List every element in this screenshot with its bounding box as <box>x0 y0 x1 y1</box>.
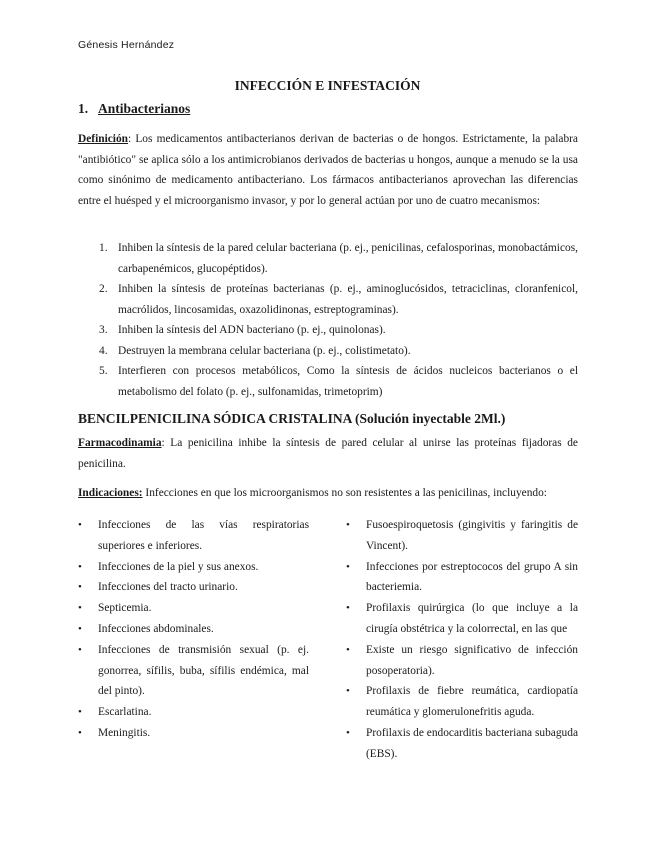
bullet-icon: • <box>78 726 82 739</box>
pharmacodynamics-text: : La penicilina inhibe la síntesis de pared celular al unirse las proteínas fijadoras de penicilina. <box>78 437 578 470</box>
list-item-text: Infecciones del tracto urinario. <box>98 581 238 594</box>
list-item <box>78 640 309 702</box>
list-item <box>78 361 578 402</box>
list-number: 5. <box>99 365 108 377</box>
list-item <box>78 702 309 723</box>
indications-list-right <box>346 515 578 765</box>
bullet-icon: • <box>78 602 82 615</box>
list-item <box>78 598 309 619</box>
list-item <box>78 279 578 320</box>
list-item-text: Infecciones abdominales. <box>98 622 214 635</box>
section-title: Antibacterianos <box>98 101 191 116</box>
list-item-text: Septicemia. <box>98 602 152 615</box>
mechanisms-list <box>78 238 578 402</box>
list-item-text: Profilaxis quirúrgica (lo que incluye a la cirugía obstétrica y la colorrectal, en las que <box>366 602 578 635</box>
bullet-icon: • <box>78 643 82 656</box>
list-item-text: Destruyen la membrana celular bacteriana (p. ej., colistimetato). <box>118 344 411 357</box>
list-number: 1. <box>99 242 108 254</box>
list-item-text: Inhiben la síntesis del ADN bacteriano (p. ej., quinolonas). <box>118 324 386 336</box>
list-item-text: Inhiben la síntesis de proteínas bacterianas (p. ej., aminoglucósidos, tetraciclinas, cloranfenicol, macrólidos, lincosamidas, oxazolidinonas, estreptograminas). <box>118 283 578 316</box>
bullet-icon: • <box>346 560 350 573</box>
list-number: 3. <box>99 324 108 336</box>
list-item-text: Fusoespiroquetosis (gingivitis y faringitis de Vincent). <box>366 519 578 552</box>
section-heading <box>78 101 190 117</box>
indications-label: Indicaciones: <box>78 487 143 499</box>
pharmacodynamics-label: Farmacodinamia <box>78 437 162 449</box>
bullet-icon: • <box>346 726 350 739</box>
list-item-text: Profilaxis de fiebre reumática, cardiopatía reumática y glomerulonefritis aguda. <box>366 685 578 719</box>
list-item-text: Interfieren con procesos metabólicos, Como la síntesis de ácidos nucleicos bacterianos o el metabolismo del folato (p. ej., sulfonamidas, trimetoprim) <box>118 365 578 398</box>
list-item-text: Escarlatina. <box>98 706 152 719</box>
bullet-icon: • <box>78 560 82 573</box>
list-number: 2. <box>99 283 108 295</box>
list-item <box>78 320 578 341</box>
list-item <box>78 341 578 362</box>
indications-text: Infecciones en que los microorganismos no son resistentes a las penicilinas, incluyendo: <box>142 487 547 499</box>
bullet-icon: • <box>346 519 350 531</box>
list-item <box>346 640 578 682</box>
list-item-text: Infecciones de transmisión sexual (p. ej. gonorrea, sífilis, buba, sífilis endémica, mal del pinto). <box>98 643 309 698</box>
list-item <box>346 557 578 599</box>
list-item-text: Profilaxis de endocarditis bacteriana subaguda (EBS). <box>366 726 578 760</box>
list-item-text: Infecciones de las vías respiratorias superiores e inferiores. <box>98 519 309 552</box>
list-item <box>78 577 309 598</box>
list-item <box>78 238 578 279</box>
indications-list-left <box>78 515 309 744</box>
list-item <box>78 557 309 578</box>
bullet-icon: • <box>346 685 350 698</box>
list-item <box>346 681 578 723</box>
definition-label: Definición <box>78 133 128 145</box>
document-title: INFECCIÓN E INFESTACIÓN <box>234 78 421 93</box>
list-item-text: Existe un riesgo significativo de infección posoperatoria). <box>366 643 578 677</box>
list-number: 4. <box>99 344 108 357</box>
definition-paragraph <box>78 129 578 211</box>
list-item <box>78 619 309 640</box>
indications-paragraph <box>78 483 578 504</box>
bullet-icon: • <box>78 706 82 719</box>
list-item-text: Infecciones de la piel y sus anexos. <box>98 560 259 573</box>
header-author: Génesis Hernández <box>78 39 175 51</box>
list-item-text: Infecciones por estreptococos del grupo A sin bacteriemia. <box>366 560 578 594</box>
list-item <box>346 723 578 765</box>
bullet-icon: • <box>346 643 350 656</box>
pharmacodynamics-paragraph <box>78 433 578 474</box>
bullet-icon: • <box>78 622 82 635</box>
list-item <box>346 598 578 640</box>
bullet-icon: • <box>78 519 82 531</box>
list-item-text: Meningitis. <box>98 726 151 739</box>
definition-text: : Los medicamentos antibacterianos derivan de bacterias o de hongos. Estrictamente, la palabra "antibiótico" se aplica sólo a los antimicrobianos derivados de bacterias u hongos, aunque a menudo se la usa como sinónimo de medicamento antibacteriano. Los fármacos antibacterianos aprovechan las diferencias entre el huésped y el microorganismo invasor, y por lo general actúan por uno de cuatro mecanismos: <box>78 133 578 207</box>
drug-heading: BENCILPENICILINA SÓDICA CRISTALINA (Solución inyectable 2Ml.) <box>78 411 506 426</box>
list-item <box>346 515 578 557</box>
list-item <box>78 723 309 744</box>
section-number: 1. <box>78 101 89 116</box>
list-item <box>78 515 309 557</box>
bullet-icon: • <box>346 602 350 615</box>
bullet-icon: • <box>78 581 82 594</box>
list-item-text: Inhiben la síntesis de la pared celular bacteriana (p. ej., penicilinas, cefalosporinas, monobactámicos, carbapenémicos, glucopéptidos). <box>118 242 578 275</box>
